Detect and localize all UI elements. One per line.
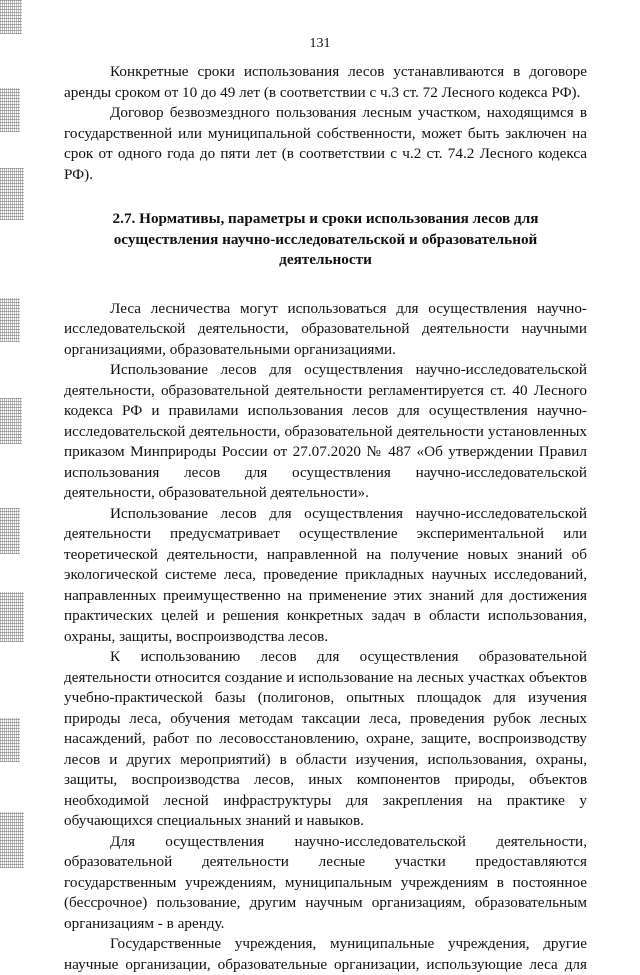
scan-edge-artifact	[0, 88, 20, 132]
text-line: деятельности, образовательной деятельности».	[64, 483, 587, 504]
scan-edge-artifact	[0, 718, 20, 762]
text-line: деятельности, образовательной деятельности регламентируется ст. 40 Лесного	[64, 381, 587, 402]
paragraph-research-activity	[64, 504, 587, 648]
text-line: кодекса РФ и правилами использования лесов для осуществления научно-	[64, 401, 587, 422]
text-line: Леса лесничества могут использоваться для осуществления научно-	[64, 299, 587, 320]
text-line: организациями, образовательными организациями.	[64, 340, 587, 361]
text-line: научные организации, образовательные организации, использующие леса для	[64, 955, 587, 975]
text-line: РФ).	[64, 165, 587, 186]
text-line: К использованию лесов для осуществления образовательной	[64, 647, 587, 668]
scan-edge-artifact	[0, 592, 24, 642]
text-line: практических целей и решения конкретных задач в области использования,	[64, 606, 587, 627]
text-line: государственным учреждениям, муниципальным учреждениям в постоянное	[64, 873, 587, 894]
text-line: Государственные учреждения, муниципальные учреждения, другие	[64, 934, 587, 955]
text-line: Конкретные сроки использования лесов устанавливаются в договоре	[64, 62, 587, 83]
text-line: использования лесов для осуществления научно-исследовательской	[64, 463, 587, 484]
text-line: деятельности предусматривает осуществление экспериментальной или	[64, 524, 587, 545]
text-line: исследовательской деятельности, образовательной деятельности научными	[64, 319, 587, 340]
scan-edge-artifact	[0, 398, 22, 444]
text-line: Договор безвозмездного пользования лесным участком, находящимся в	[64, 103, 587, 124]
text-line: теоретической деятельности, направленной на получение новых знаний об	[64, 545, 587, 566]
paragraph-free-use-contract	[64, 103, 587, 185]
section-heading	[64, 209, 587, 271]
text-line: (бессрочное) пользование, другим научным организациям, образовательным	[64, 893, 587, 914]
spacer	[64, 185, 587, 209]
scan-edge-artifact	[0, 298, 20, 342]
paragraph-educational-activity	[64, 647, 587, 832]
text-line: лесов и других мероприятий) в области изучения, использования, охраны,	[64, 750, 587, 771]
text-line: экологической системе леса, проведение прикладных научных исследований,	[64, 565, 587, 586]
paragraph-regulation	[64, 360, 587, 504]
page-number: 131	[0, 36, 640, 52]
text-line: государственной или муниципальной собственности, может быть заключен на	[64, 124, 587, 145]
text-line: образовательной деятельности лесные участки предоставляются	[64, 852, 587, 873]
text-line: обучающихся специальных знаний и навыков.	[64, 811, 587, 832]
text-line: насаждений, работ по лесовосстановлению, охране, защите, воспроизводству	[64, 729, 587, 750]
text-line: учебно-практической базы (полигонов, опытных площадок для изучения	[64, 688, 587, 709]
text-line: срок от одного года до пяти лет (в соответствии с ч.2 ст. 74.2 Лесного кодекса	[64, 144, 587, 165]
heading-line: осуществления научно-исследовательской и образовательной	[64, 230, 587, 251]
text-line: необходимой лесной инфраструктуры для закрепления на практике у	[64, 791, 587, 812]
scan-edge-artifact	[0, 812, 24, 868]
paragraph-institutions	[64, 934, 587, 975]
text-line: деятельности относится создание и использование на лесных участках объектов	[64, 668, 587, 689]
text-line: Использование лесов для осуществления научно-исследовательской	[64, 504, 587, 525]
paragraph-forest-use	[64, 299, 587, 361]
text-line: направленных преимущественно на применение этих знаний для достижения	[64, 586, 587, 607]
scan-edge-artifact	[0, 0, 22, 34]
text-line: исследовательской деятельности, образовательной деятельности установленных	[64, 422, 587, 443]
paragraph-lease-terms	[64, 62, 587, 103]
text-line: аренды сроком от 10 до 49 лет (в соответствии с ч.3 ст. 72 Лесного кодекса РФ).	[64, 83, 587, 104]
spacer	[64, 271, 587, 299]
text-line: природы леса, обучения методам таксации леса, проведения рубок лесных	[64, 709, 587, 730]
heading-line: деятельности	[64, 250, 587, 271]
scan-edge-artifact	[0, 168, 24, 220]
text-line: приказом Минприроды России от 27.07.2020 № 487 «Об утверждении Правил	[64, 442, 587, 463]
paragraph-land-provision	[64, 832, 587, 935]
heading-line: 2.7. Нормативы, параметры и сроки использования лесов для	[64, 209, 587, 230]
text-line: организациям - в аренду.	[64, 914, 587, 935]
document-body	[64, 62, 587, 975]
text-line: Для осуществления научно-исследовательской деятельности,	[64, 832, 587, 853]
text-line: Использование лесов для осуществления научно-исследовательской	[64, 360, 587, 381]
scan-edge-artifact	[0, 508, 20, 554]
text-line: защиты, воспроизводства лесов, иных компонентов природы, объектов	[64, 770, 587, 791]
text-line: охраны, защиты, воспроизводства лесов.	[64, 627, 587, 648]
